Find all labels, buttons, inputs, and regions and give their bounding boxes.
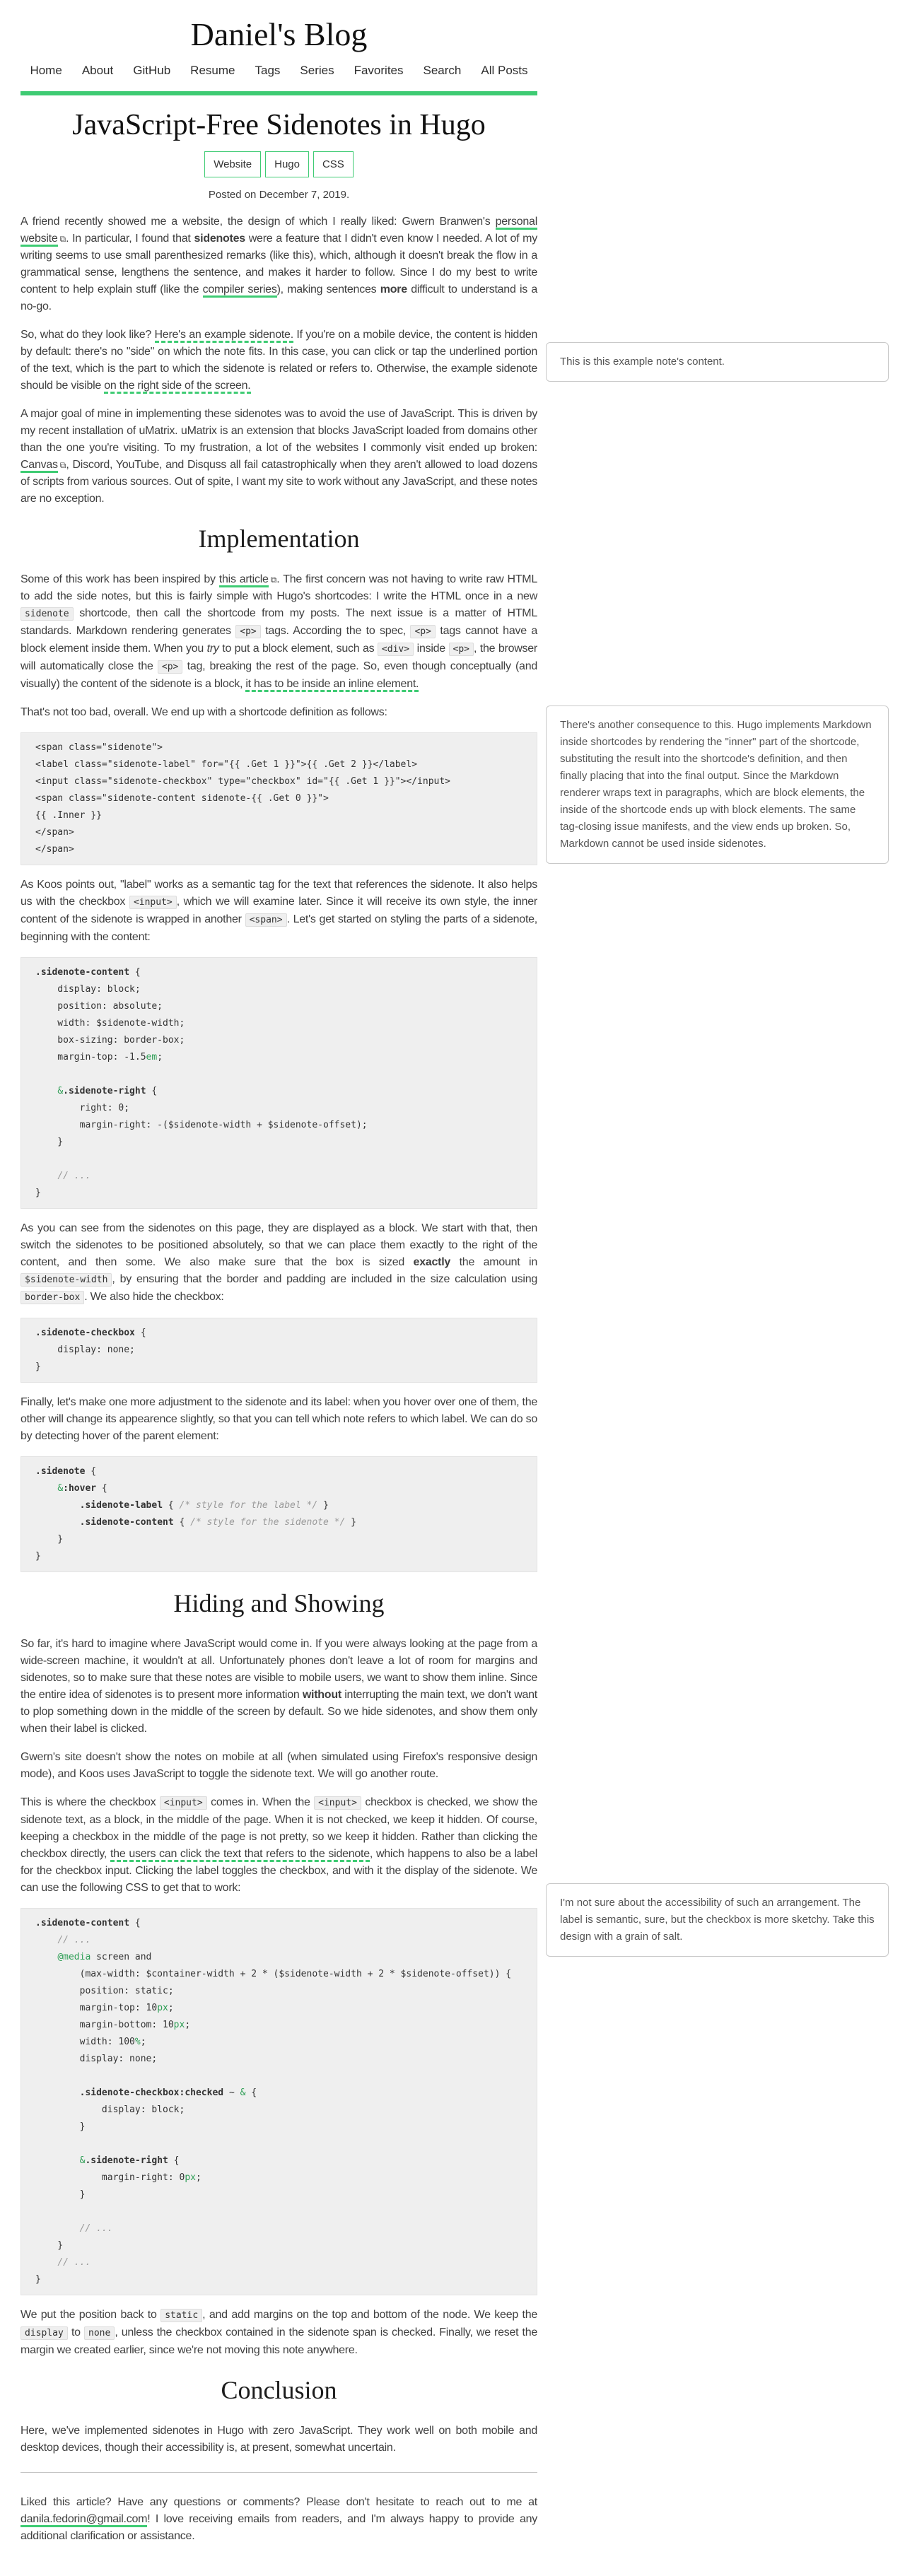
tag-website[interactable]: Website [204,151,261,177]
inline-code: none [84,2326,115,2340]
inline-code: border-box [21,1291,84,1304]
header-divider [21,91,537,95]
inline-code: sidenote [21,607,74,621]
sidenote-box-1 [546,342,889,382]
paragraph: So, what do they look like? Here's an example sidenote. If you're on a mobile device, the content is hidden by default: there's no "side" on which the note fits. In this case, you can click or tap the underlined portion of the text, which is the part to which the sidenote is related or refers to. Otherwise, the example sidenote should be visible on the right side of the screen. [21,327,537,394]
nav-item-all-posts[interactable]: All Posts [481,64,528,77]
nav-item-favorites[interactable]: Favorites [354,64,404,77]
section-heading: Hiding and Showing [173,1589,385,1617]
compiler-series-link[interactable]: compiler series [203,283,277,298]
code-block: <span class="sidenote"> <label class="sidenote-label" for="{{ .Get 1 }}">{{ .Get 2 }}</label> <input class="sidenote-checkbox" type="checkbox" id="{{ .Get 1 }}"></input> <span class="sidenote-content sidenote-{{ .Get 0 }}"> {{ .Inner }} </span> </span> [21,732,537,865]
blog-title: Daniel's Blog [190,16,368,52]
paragraph: Some of this work has been inspired by this article ⧉. The first concern was not having to write raw HTML to add the side notes, but this is fairly simple with Hugo's shortcodes: I write the HTML once in a new sidenote shortcode, then call the shortcode from my posts. The next issue is a matter of HTML standards. Markdown rendering generates <p> tags. According the to spec, <p> tags cannot have a block element inside them. When you try to put a block element, such as <div> inside <p> , the browser will automatically close the <p> tag, breaking the rest of the page. So, even though conceptually (and visually) the content of the sidenote is a block, it has to be inside an inline element. [21,571,537,693]
paragraph: A major goal of mine in implementing these sidenotes was to avoid the use of JavaScript. This is driven by my recent installation of uMatrix. uMatrix is an extension that blocks JavaScript loaded from domains other than the one you're visiting. To my frustration, a lot of the websites I commonly visit ended up broken: Canvas ⧉, Discord, YouTube, and Disquss all fail catastrophically when they aren't allowed to load dozens of scripts from various sources. Out of spite, I want my site to work without any JavaScript, and these notes are no exception. [21,408,537,505]
inline-code: <input> [129,896,177,909]
sidenote-box-2 [546,706,889,864]
sidenote-label[interactable]: the users can click the text that refers to the sidenote [110,1848,370,1862]
inline-code: <input> [160,1796,207,1810]
nav-item-series[interactable]: Series [300,64,334,77]
inline-code: <p> [235,625,260,638]
personal-website-link[interactable]: personal website [21,216,537,247]
inline-code: $sidenote-width [21,1273,112,1287]
code-block: .sidenote { &:hover { .sidenote-label { /* style for the label */ } .sidenote-content { /* style for the sidenote */ } } } [21,1456,537,1572]
posted-date: Posted on December 7, 2019. [208,189,350,201]
sidenote-text: This is this example note's content. [560,356,725,368]
paragraph: Gwern's site doesn't show the notes on mobile at all (when simulated using Firefox's responsive design mode), and Koos uses JavaScript to toggle the sidenote text. We will go another route. [21,1751,537,1780]
nav-item-tags[interactable]: Tags [255,64,281,77]
external-link-icon: ⧉ [270,575,277,585]
nav-item-home[interactable]: Home [30,64,62,77]
tags [21,151,537,177]
this-article-link[interactable]: this article [219,573,269,587]
content-column [21,16,537,2545]
sidenote-box-3 [546,1883,889,1957]
code-block: .sidenote-content { // ... @media screen and (max-width: $container-width + 2 * ($sidenote-width + 2 * $sidenote-offset)) { position: static; margin-top: 10px; margin-bottom: 10px; width: 100%; display: none; .sidenote-checkbox:checked ~ & { display: block; } &.sidenote-right { margin-right: 0px; } // ... } // ... } [21,1908,537,2295]
inline-code: <span> [245,913,287,927]
sidenote-label[interactable]: on the right side of the screen. [104,380,250,394]
paragraph: As you can see from the sidenotes on this page, they are displayed as a block. We start with that, then switch the sidenotes to be positioned absolutely, so that we can place them exactly to the right of the content, and then some. We also make sure that the box is sized exactly the amount in $sidenote-width , by ensuring that the border and padding are included in the size calculation using border-box . We also hide the checkbox: [21,1222,537,1303]
inline-code: <p> [449,643,474,656]
nav-item-search[interactable]: Search [423,64,462,77]
tag-hugo[interactable]: Hugo [265,151,309,177]
sidenote-label[interactable]: Here's an example sidenote. [155,329,293,343]
nav-item-resume[interactable]: Resume [190,64,235,77]
tag-css[interactable]: CSS [313,151,354,177]
sidenote-text: There's another consequence to this. Hugo implements Markdown inside shortcodes by rendering the "inner" part of the shortcode, substituting the result into the shortcode's definition, and then finally placing that into the final output. Since the Markdown renderer wraps text in paragraphs, which are block elements, the inside of the shortcode ends up with block elements. The same tag-closing issue manifests, and the view ends up broken. So, Markdown cannot be used inside sidenotes. [560,719,872,850]
inline-code: static [160,2309,202,2322]
nav-item-about[interactable]: About [81,64,114,77]
paragraph: Here, we've implemented sidenotes in Hugo with zero JavaScript. They work well on both mobile and desktop devices, though their accessibility is, at present, somewhat uncertain. [21,2425,537,2454]
paragraph: This is where the checkbox <input> comes in. When the <input> checkbox is checked, we show the sidenote text, as a block, in the middle of the page. When it is not checked, we keep it hidden. Of course, keeping a checkbox in the middle of the page is not pretty, so we keep it hidden. Rather than clicking the checkbox directly, the users can click the text that refers to the sidenote, which happens to also be a label for the checkbox input. Clicking the label toggles the checkbox, and with it the display of the sidenote. We can use the following CSS to get that to work: [21,1796,538,1894]
paragraph: That's not too bad, overall. We end up with a shortcode definition as follows: [21,706,387,718]
paragraph: So far, it's hard to imagine where JavaScript would come in. If you were always looking at the page from a wide-screen machine, it wouldn't at all. Unfortunately phones don't leave a lot of room for margins and sidenotes, so to make sure that these notes are visible to mobile users, we want to show them inline. Since the entire idea of sidenotes is to present more information without interrupting the main text, we don't want to plop something down in the middle of the screen by default. So we hide sidenotes, and show them only when their label is clicked. [21,1638,538,1735]
email-link[interactable]: danila.fedorin@gmail.com [21,2513,147,2527]
paragraph: We put the position back to static , and add margins on the top and bottom of the node. We keep the display to none , unless the checkbox contained in the sidenote span is checked. Finally, we reset the margin we created earlier, since we're not moving this note anywhere. [21,2309,538,2356]
inline-code: <p> [158,660,182,674]
paragraph: Finally, let's make one more adjustment to the sidenote and its label: when you hover over one of them, the other will change its appearence slightly, so that you can tell which note refers to which label. We can do so by detecting hover of the parent element: [21,1396,537,1442]
paragraph: A friend recently showed me a website, the design of which I really liked: Gwern Branwen's personal website ⧉. In particular, I found that sidenotes were a feature that I didn't even know I needed. A lot of my writing seems to use small parenthesized remarks (like this), which, although it doesn't break the flow in a grammatical sense, lengthens the sentence, and makes it harder to follow. Since I do my best to write content to help explain stuff (like the compiler series), making sentences more difficult to understand is a no-go. [21,216,538,312]
external-link-icon: ⧉ [59,460,66,470]
inline-code: display [21,2326,68,2340]
inline-code: <div> [378,643,414,656]
section-heading: Conclusion [221,2376,337,2404]
canvas-link[interactable]: Canvas [21,459,58,473]
sidenote-label[interactable]: it has to be inside an inline element. [245,678,419,692]
code-block: .sidenote-checkbox { display: none; } [21,1318,537,1383]
section-heading: Implementation [198,525,360,553]
code-block: .sidenote-content { display: block; position: absolute; width: $sidenote-width; box-sizing: border-box; margin-top: -1.5em; &.sidenote-right { right: 0; margin-right: -($sidenote-width + $sidenote-offset); } // ... } [21,957,537,1209]
nav-item-github[interactable]: GitHub [133,64,171,77]
site-header [21,16,537,95]
sidenote-text: I'm not sure about the accessibility of such an arrangement. The label is semantic, sure, but the checkbox is more sketchy. Take this design with a grain of salt. [560,1897,875,1943]
inline-code: <p> [410,625,435,638]
divider [21,2472,537,2473]
external-link-icon: ⧉ [59,234,66,244]
nav [21,64,537,78]
paragraph: As Koos points out, "label" works as a semantic tag for the text that references the sidenote. It also helps us with the checkbox <input> , which we will examine later. Since it will receive its own style, the inner content of the sidenote is wrapped in another <span> . Let's get started on styling the parts of a sidenote, beginning with the content: [21,879,537,943]
post-title: JavaScript-Free Sidenotes in Hugo [72,109,486,141]
article-body [21,213,537,2545]
inline-code: <input> [314,1796,361,1810]
paragraph: Liked this article? Have any questions or comments? Please don't hesitate to reach out to me at danila.fedorin@gmail.com! I love receiving emails from readers, and I'm always happy to provide any additional clarification or assistance. [21,2496,537,2542]
